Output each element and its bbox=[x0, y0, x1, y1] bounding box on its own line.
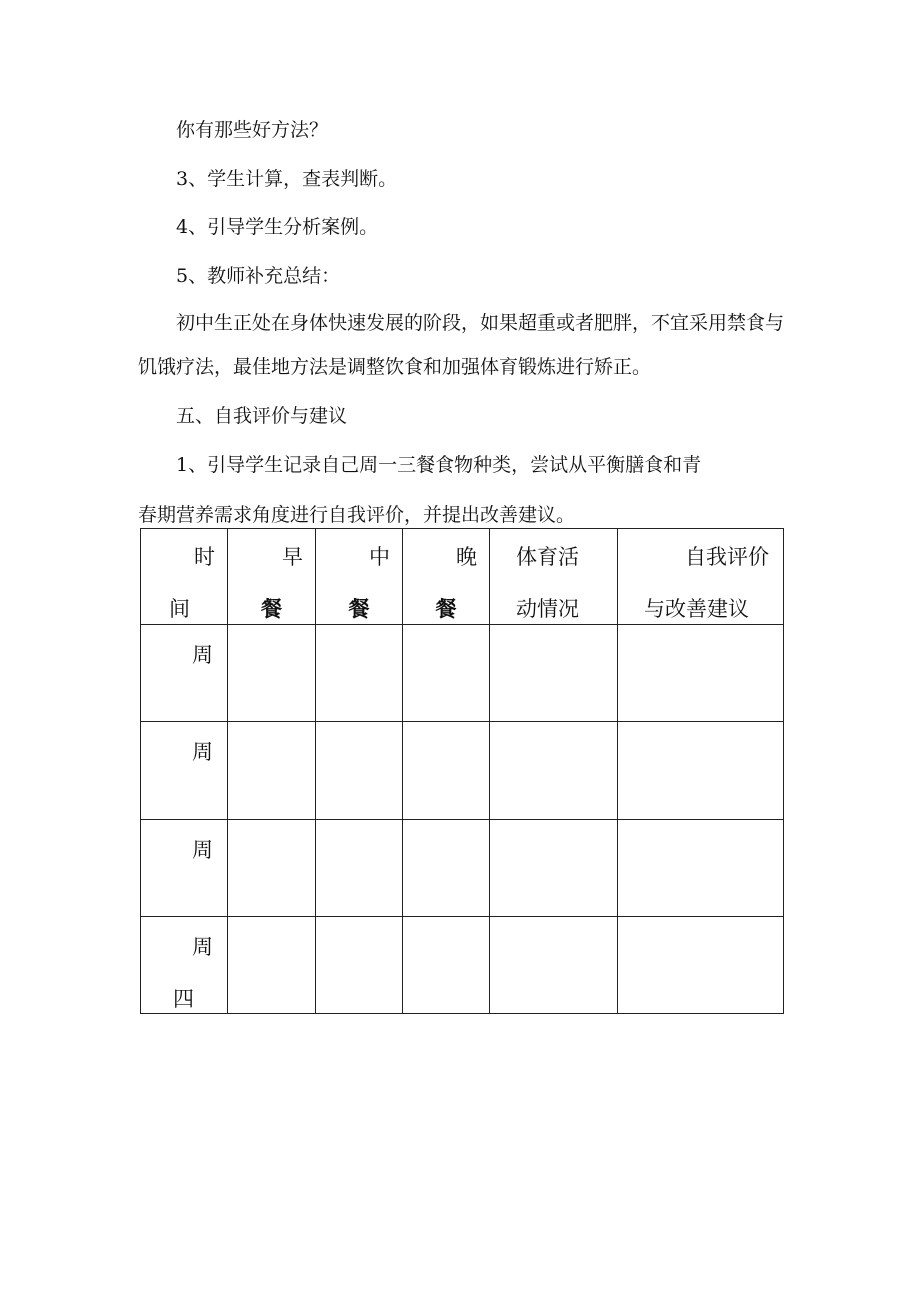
cell-breakfast[interactable] bbox=[228, 625, 316, 722]
cell-sport[interactable] bbox=[490, 819, 618, 916]
cell-lunch[interactable] bbox=[316, 819, 403, 916]
meal-record-table bbox=[140, 528, 784, 1014]
cell-dinner[interactable] bbox=[403, 722, 490, 819]
header-dinner: 晚 餐 bbox=[403, 529, 490, 625]
row-label: 周 四 bbox=[141, 916, 228, 1013]
cell-dinner[interactable] bbox=[403, 625, 490, 722]
instruction-line-1: 1、引导学生记录自己周一三餐食物种类，尝试从平衡膳食和青 bbox=[176, 454, 702, 476]
header-time: 时 间 bbox=[141, 529, 228, 625]
cell-evaluation[interactable] bbox=[618, 916, 784, 1013]
cell-evaluation[interactable] bbox=[618, 625, 784, 722]
step-3: 3、学生计算，查表判断。 bbox=[176, 168, 398, 190]
table-row bbox=[141, 916, 784, 1013]
instruction-line-2: 春期营养需求角度进行自我评价，并提出改善建议。 bbox=[138, 504, 576, 526]
table-row bbox=[141, 819, 784, 916]
cell-lunch[interactable] bbox=[316, 625, 403, 722]
cell-breakfast[interactable] bbox=[228, 722, 316, 819]
cell-evaluation[interactable] bbox=[618, 722, 784, 819]
cell-dinner[interactable] bbox=[403, 916, 490, 1013]
header-lunch: 中 餐 bbox=[316, 529, 403, 625]
step-5: 5、教师补充总结： bbox=[176, 265, 341, 287]
header-breakfast: 早 餐 bbox=[228, 529, 316, 625]
row-label: 周 bbox=[141, 625, 228, 722]
cell-sport[interactable] bbox=[490, 722, 618, 819]
row-label: 周 bbox=[141, 819, 228, 916]
header-row bbox=[141, 529, 784, 625]
summary-line-2: 饥饿疗法，最佳地方法是调整饮食和加强体育锻炼进行矫正。 bbox=[138, 356, 652, 378]
section-heading: 五、自我评价与建议 bbox=[176, 405, 348, 427]
cell-breakfast[interactable] bbox=[228, 916, 316, 1013]
question-line: 你有那些好方法？ bbox=[176, 119, 329, 141]
cell-sport[interactable] bbox=[490, 625, 618, 722]
table-row bbox=[141, 625, 784, 722]
cell-dinner[interactable] bbox=[403, 819, 490, 916]
header-sport: 体育活 动情况 bbox=[490, 529, 618, 625]
cell-breakfast[interactable] bbox=[228, 819, 316, 916]
step-4: 4、引导学生分析案例。 bbox=[176, 216, 379, 238]
table-row bbox=[141, 722, 784, 819]
cell-evaluation[interactable] bbox=[618, 819, 784, 916]
header-evaluation: 自我评价 与改善建议 bbox=[618, 529, 784, 625]
cell-lunch[interactable] bbox=[316, 916, 403, 1013]
cell-sport[interactable] bbox=[490, 916, 618, 1013]
summary-line-1: 初中生正处在身体快速发展的阶段，如果超重或者肥胖，不宜采用禁食与 bbox=[176, 312, 785, 334]
row-label: 周 bbox=[141, 722, 228, 819]
cell-lunch[interactable] bbox=[316, 722, 403, 819]
